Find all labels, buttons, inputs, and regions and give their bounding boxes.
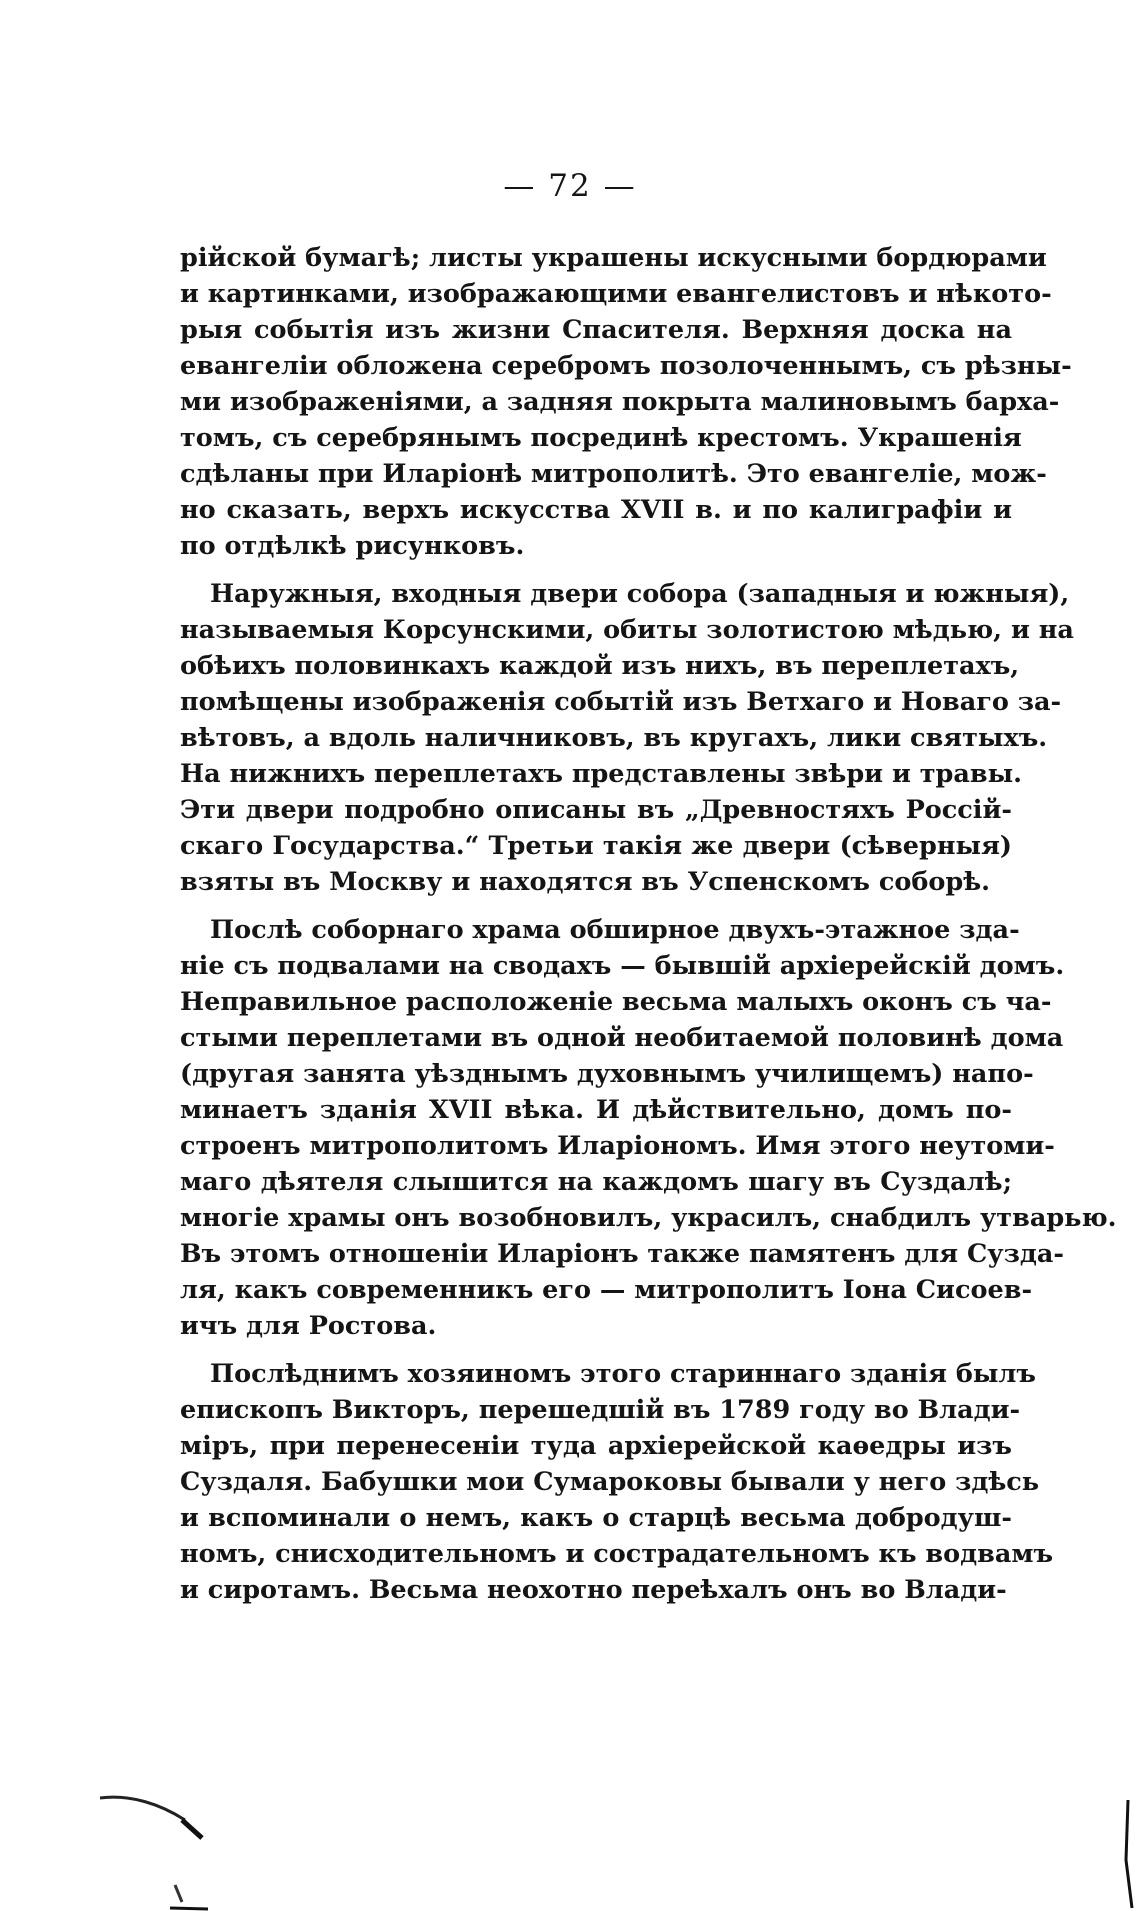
text-line: Наружныя, входныя двери собора (западныя и южныя), — [210, 579, 1070, 609]
paragraph-gap — [180, 900, 1012, 912]
paragraph — [180, 576, 1074, 900]
text-line: міръ, при перенесеніи туда архіерейской каѳедры изъ — [180, 1431, 1012, 1461]
paragraph — [180, 240, 1072, 564]
text-line: и вспоминали о немъ, какъ о старцѣ весьма добродуш- — [180, 1503, 1012, 1533]
scan-smudge-mark — [90, 1790, 210, 1911]
text-line: Послѣ соборнаго храма обширное двухъ-этажное зда- — [210, 915, 1020, 945]
text-line: Въ этомъ отношеніи Иларіонъ также памятенъ для Сузда- — [180, 1239, 1064, 1269]
text-line: ичъ для Ростова. — [180, 1311, 437, 1341]
text-line: но сказать, верхъ искусства XVII в. и по калиграфіи и — [180, 495, 1012, 525]
paragraph-gap — [180, 564, 1012, 576]
text-line: называемыя Корсунскими, обиты золотистою мѣдью, и на — [180, 615, 1074, 645]
text-line: рійской бумагѣ; листы украшены искусными бордюрами — [180, 243, 1047, 273]
text-line: строенъ митрополитомъ Иларіономъ. Имя этого неутоми- — [180, 1131, 1055, 1161]
paragraph-gap — [180, 1344, 1012, 1356]
text-line: взяты въ Москву и находятся въ Успенскомъ соборѣ. — [180, 867, 991, 897]
text-line: Эти двери подробно описаны въ „Древностяхъ Россій- — [180, 795, 1012, 825]
text-line: ніе съ подвалами на сводахъ — бывшій архіерейскій домъ. — [180, 951, 1065, 981]
text-line: маго дѣятеля слышится на каждомъ шагу въ Суздалѣ; — [180, 1167, 1012, 1197]
text-line: рыя событія изъ жизни Спасителя. Верхняя доска на — [180, 315, 1012, 345]
text-line: стыми переплетами въ одной необитаемой половинѣ дома — [180, 1023, 1064, 1053]
body-text — [180, 240, 1117, 1608]
text-line: (другая занята уѣзднымъ духовнымъ училищемъ) напо- — [180, 1059, 1034, 1089]
text-line: минаетъ зданія XVII вѣка. И дѣйствительно, домъ по- — [180, 1095, 1012, 1125]
text-line: ля, какъ современникъ его — митрополитъ Іона Сисоев- — [180, 1275, 1033, 1305]
paragraph — [180, 1356, 1054, 1608]
text-line: На нижнихъ переплетахъ представлены звѣри и травы. — [180, 759, 1023, 789]
text-line: Неправильное расположеніе весьма малыхъ оконъ съ ча- — [180, 987, 1052, 1017]
text-line: скаго Государства.“ Третьи такія же двери (сѣверныя) — [180, 831, 1012, 861]
text-line: номъ, снисходительномъ и сострадательномъ къ водвамъ — [180, 1539, 1054, 1569]
text-line: вѣтовъ, а вдоль наличниковъ, въ кругахъ, лики святыхъ. — [180, 723, 1048, 753]
text-line: многіе храмы онъ возобновилъ, украсилъ, снабдилъ утварью. — [180, 1203, 1117, 1233]
text-line: Суздаля. Бабушки мои Сумароковы бывали у него здѣсь — [180, 1467, 1040, 1497]
paragraph — [180, 912, 1117, 1344]
text-line: по отдѣлкѣ рисунковъ. — [180, 531, 525, 561]
text-line: и сиротамъ. Весьма неохотно переѣхалъ онъ во Влади- — [180, 1575, 1007, 1605]
text-line: томъ, съ серебрянымъ посрединѣ крестомъ. Украшенія — [180, 423, 1022, 453]
text-line: ми изображеніями, а задняя покрыта малиновымъ барха- — [180, 387, 1060, 417]
scan-edge-mark — [1108, 1800, 1138, 1910]
text-line: обѣихъ половинкахъ каждой изъ нихъ, въ переплетахъ, — [180, 651, 1020, 681]
page-number: — 72 — — [503, 168, 637, 204]
text-line: сдѣланы при Иларіонѣ митрополитѣ. Это евангеліе, мож- — [180, 459, 1047, 489]
text-line: епископъ Викторъ, перешедшій въ 1789 году во Влади- — [180, 1395, 1021, 1425]
text-line: Послѣднимъ хозяиномъ этого стариннаго зданія былъ — [210, 1359, 1036, 1389]
text-line: помѣщены изображенія событій изъ Ветхаго и Новаго за- — [180, 687, 1062, 717]
text-line: и картинками, изображающими евангелистовъ и нѣкото- — [180, 279, 1052, 309]
text-line: евангеліи обложена серебромъ позолоченнымъ, съ рѣзны- — [180, 351, 1072, 381]
